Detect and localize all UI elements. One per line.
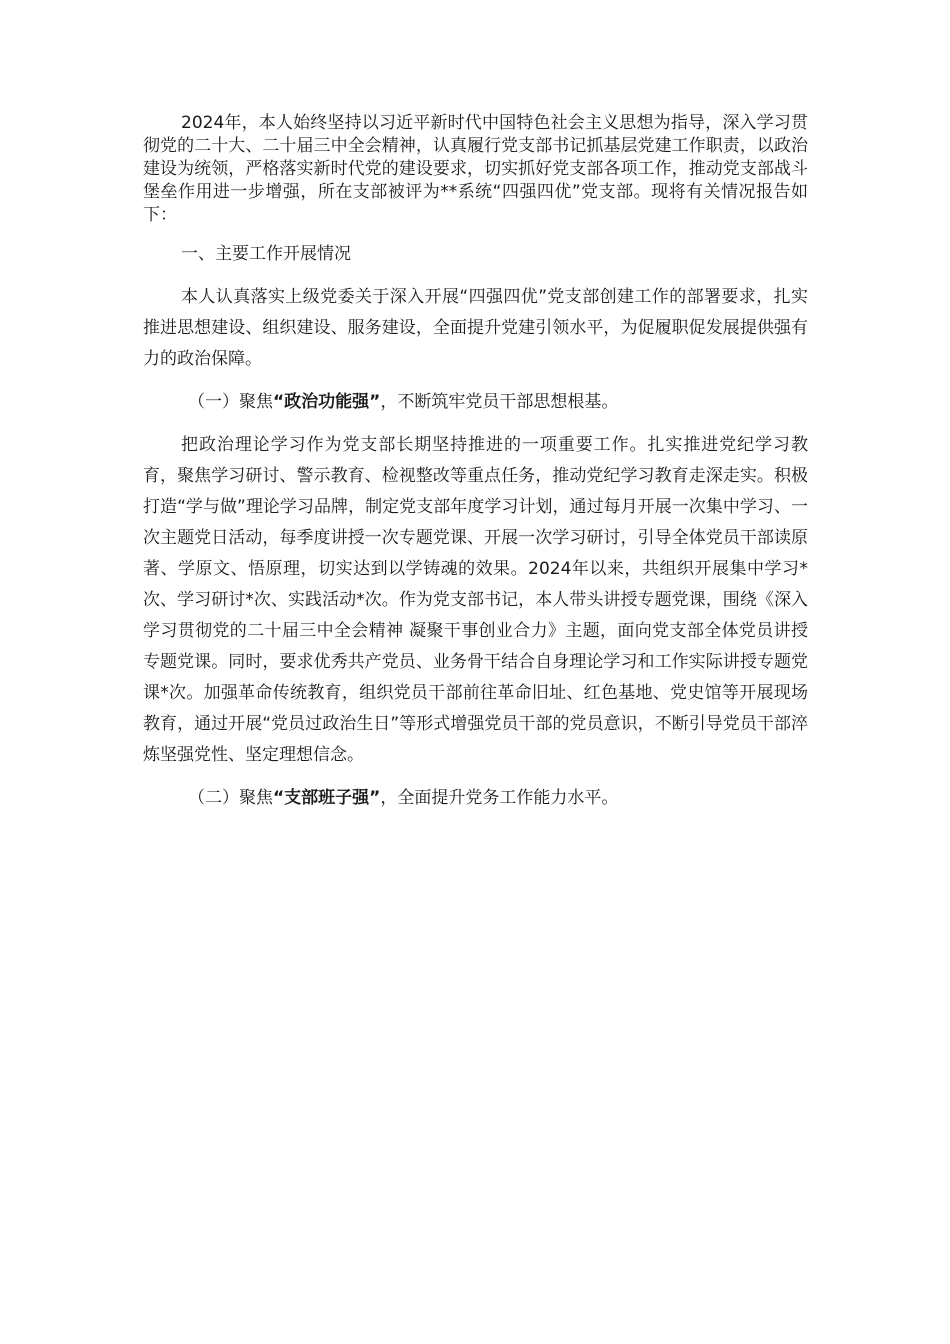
subsection-prefix: （一）聚焦 (188, 392, 273, 412)
subsection-prefix: （二）聚焦 (188, 788, 273, 808)
subsection-heading-political-function (143, 387, 808, 418)
intro-paragraph: 2024年，本人始终坚持以习近平新时代中国特色社会主义思想为指导，深入学习贯彻党的二十大、二十届三中全会精神，认真履行党支部书记抓基层党建工作职责，以政治建设为统领，严格落实新时代党的建设要求，切实抓好党支部各项工作，推动党支部战斗堡垒作用进一步增强，所在支部被评为**系统“四强四优”党支部。现将有关情况报告如下： (143, 113, 808, 225)
subsection-highlight: “支部班子强” (273, 788, 381, 808)
section-heading-main-work: 一、主要工作开展情况 (181, 244, 351, 264)
subsection-suffix: ，不断筑牢党员干部思想根基。 (380, 392, 619, 412)
political-study-paragraph: 把政治理论学习作为党支部长期坚持推进的一项重要工作。扎实推进党纪学习教育，聚焦学习研讨、警示教育、检视整改等重点任务，推动党纪学习教育走深走实。积极打造“学与做”理论学习品牌，制定党支部年度学习计划，通过每月开展一次集中学习、一次主题党日活动，每季度讲授一次专题党课、开展一次学习研讨，引导全体党员干部读原著、学原文、悟原理，切实达到以学铸魂的效果。2024年以来，共组织开展集中学习*次、学习研讨*次、实践活动*次。作为党支部书记，本人带头讲授专题党课，围绕《深入学习贯彻党的二十届三中全会精神 凝聚干事创业合力》主题，面向党支部全体党员讲授专题党课。同时，要求优秀共产党员、业务骨干结合自身理论学习和工作实际讲授专题党课*次。加强革命传统教育，组织党员干部前往革命旧址、红色基地、党史馆等开展现场教育，通过开展“党员过政治生日”等形式增强党员干部的党员意识，不断引导党员干部淬炼坚强党性、坚定理想信念。 (143, 435, 808, 765)
subsection-suffix: ，全面提升党务工作能力水平。 (380, 788, 619, 808)
section-intro-paragraph: 本人认真落实上级党委关于深入开展“四强四优”党支部创建工作的部署要求，扎实推进思想建设、组织建设、服务建设，全面提升党建引领水平，为促履职促发展提供强有力的政治保障。 (143, 287, 808, 369)
document-body (143, 112, 808, 826)
subsection-highlight: “政治功能强” (273, 392, 381, 412)
subsection-heading-branch-team (143, 783, 808, 814)
